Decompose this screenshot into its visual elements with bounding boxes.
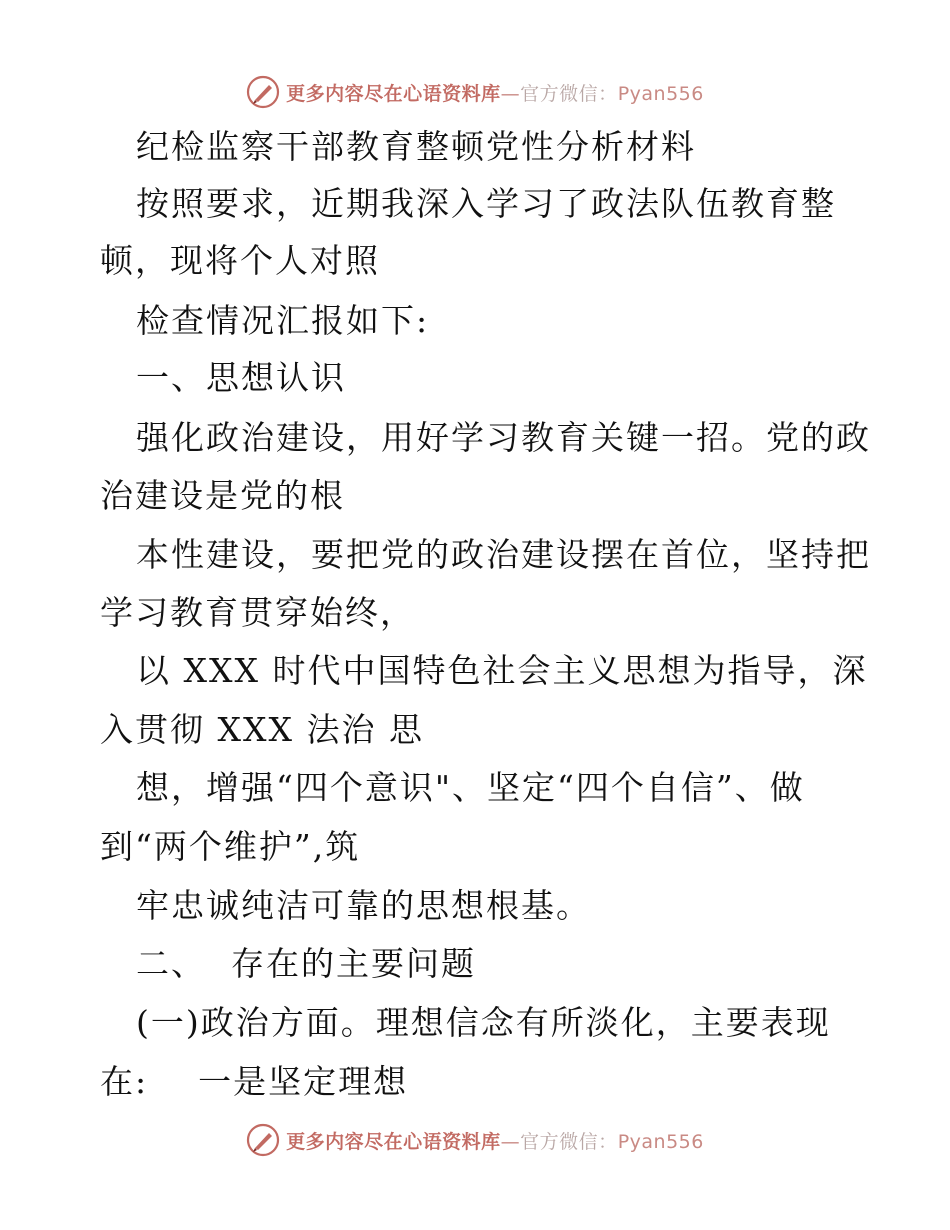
paragraph-line: 本性建设，要把党的政治建设摆在首位，坚持把 bbox=[136, 535, 871, 574]
paragraph-line: 按照要求，近期我深入学习了政法队伍教育整 bbox=[136, 184, 836, 223]
paragraph-line: 强化政治建设，用好学习教育关键一招。党的政 bbox=[136, 418, 871, 457]
section-heading: 二、 存在的主要问题 bbox=[136, 944, 476, 983]
bottom-watermark-banner bbox=[0, 1120, 950, 1160]
watermark-brand: 更多内容尽在心语资料库 bbox=[286, 82, 501, 105]
paragraph-line: 治建设是党的根 bbox=[100, 476, 345, 515]
paragraph-line: 入贯彻 XXX 法治 思 bbox=[100, 710, 424, 749]
paragraph-line: 牢忠诚纯洁可靠的思想根基。 bbox=[136, 886, 591, 925]
pen-logo-icon bbox=[246, 75, 280, 109]
paragraph-line: 到“两个维护”,筑 bbox=[100, 827, 361, 866]
paragraph-line: 检查情况汇报如下: bbox=[136, 301, 430, 340]
paragraph-line: 顿，现将个人对照 bbox=[100, 241, 380, 280]
watermark-text bbox=[286, 1127, 704, 1154]
section-heading: 一、思想认识 bbox=[136, 358, 346, 397]
watermark-dash: — bbox=[500, 1130, 521, 1153]
paragraph-line: 学习教育贯穿始终， bbox=[100, 593, 415, 632]
watermark-wechat-label: 官方微信： bbox=[520, 1130, 618, 1153]
top-watermark-banner bbox=[0, 72, 950, 112]
paragraph-line: 在: 一是坚定理想 bbox=[100, 1062, 409, 1101]
paragraph-line: (一)政治方面。理想信念有所淡化，主要表现 bbox=[136, 1003, 831, 1042]
paragraph-line: 以 XXX 时代中国特色社会主义思想为指导，深 bbox=[136, 651, 868, 690]
watermark-wechat-id: Pyan556 bbox=[617, 82, 704, 105]
document-title: 纪检监察干部教育整顿党性分析材料 bbox=[136, 127, 696, 166]
paragraph-line: 想，增强“四个意识"、坚定“四个自信”、做 bbox=[136, 768, 805, 807]
pen-logo-icon bbox=[246, 1123, 280, 1157]
watermark-wechat-label: 官方微信： bbox=[520, 82, 618, 105]
watermark-dash: — bbox=[500, 82, 521, 105]
watermark-wechat-id: Pyan556 bbox=[617, 1130, 704, 1153]
watermark-brand: 更多内容尽在心语资料库 bbox=[286, 1130, 501, 1153]
watermark-text bbox=[286, 79, 704, 106]
